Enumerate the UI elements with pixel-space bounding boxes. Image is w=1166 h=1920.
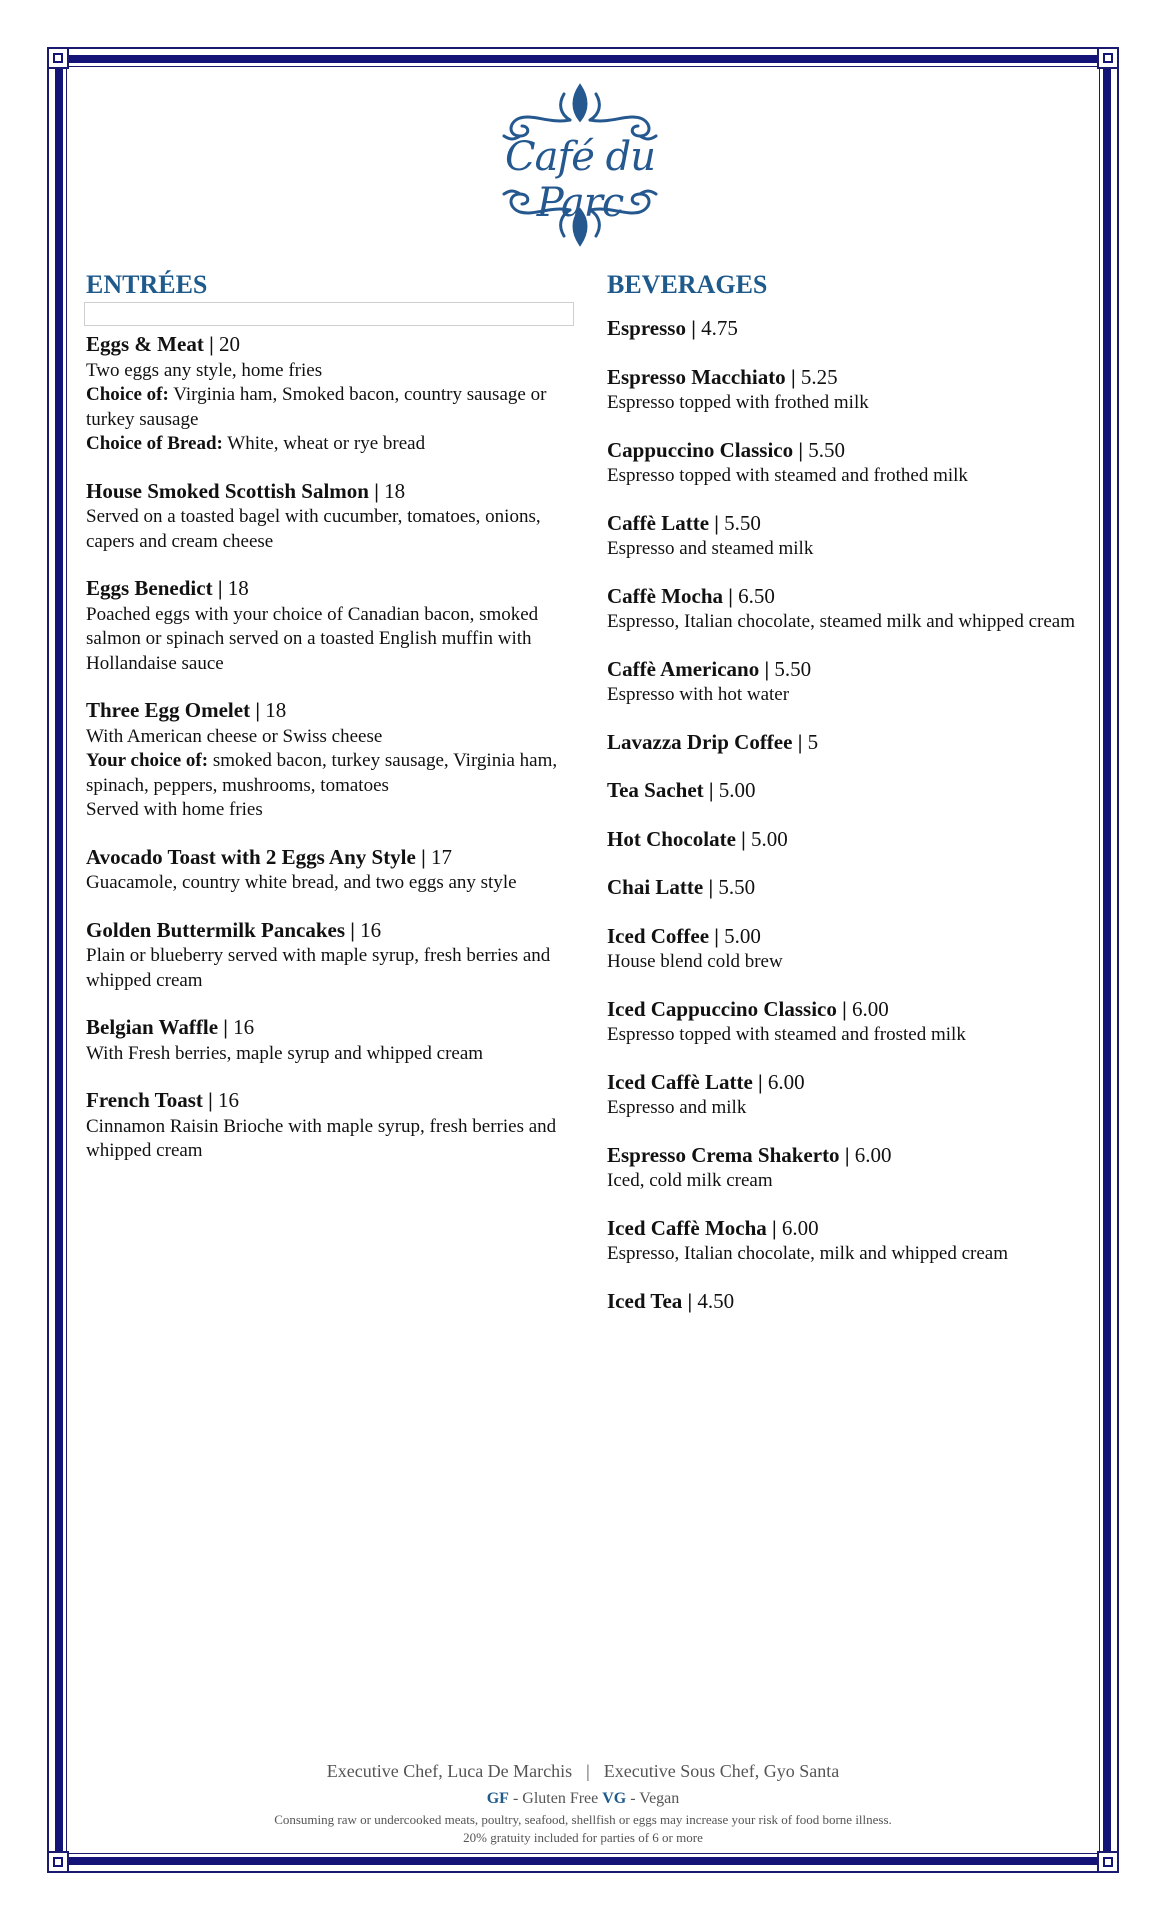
menu-item-price: 6.00 — [781, 1215, 819, 1240]
description-text: White, wheat or rye bread — [222, 433, 426, 454]
menu-item-name: Cappuccino Classico — [607, 437, 794, 462]
price-separator: | — [202, 1088, 219, 1112]
menu-item — [86, 479, 578, 555]
menu-item-description — [86, 1042, 578, 1067]
menu-item-name: Iced Tea — [607, 1288, 683, 1313]
menu-item-description — [86, 383, 578, 432]
menu-item-header — [607, 730, 1077, 757]
menu-item-price: 4.50 — [697, 1288, 735, 1313]
menu-item-name: Chai Latte — [607, 875, 704, 899]
price-separator: | — [368, 478, 385, 503]
dietary-legend — [80, 1790, 1086, 1808]
menu-item-description — [86, 505, 578, 554]
entrees-list — [86, 332, 578, 1164]
menu-item — [607, 1143, 1077, 1194]
menu-item-header — [607, 1216, 1077, 1243]
menu-item-header — [607, 1289, 1077, 1316]
menu-item-name: Iced Caffè Latte — [607, 1069, 753, 1094]
menu-item-name: House Smoked Scottish Salmon — [86, 478, 369, 503]
price-separator: | — [759, 656, 775, 681]
menu-item-header — [607, 875, 1077, 902]
description-text: smoked bacon, turkey sausage, Virginia ham, spinach, peppers, mushrooms, tomatoes — [86, 750, 558, 796]
menu-item-header — [86, 918, 578, 945]
menu-item-name: Espresso Crema Shakerto — [607, 1142, 840, 1167]
description-text: Poached eggs with your choice of Canadian bacon, smoked salmon or spinach served on a toasted English muffin with Hollandaise sauce — [86, 603, 539, 674]
menu-item-description: Espresso with hot water — [607, 684, 790, 705]
menu-item — [86, 576, 578, 676]
vg-text: - Vegan — [626, 1790, 680, 1807]
food-safety-disclaimer: Consuming raw or undercooked meats, poultry, seafood, shellfish or eggs may increase your risk of food borne illness. — [274, 1812, 892, 1827]
beverages-heading: BEVERAGES — [607, 270, 768, 299]
menu-item-header — [607, 438, 1077, 465]
logo-wordmark: Café du Parc — [504, 134, 655, 226]
description-label: Choice of: — [86, 384, 169, 405]
price-separator: | — [685, 316, 702, 340]
menu-item-description: Espresso topped with steamed and frosted milk — [607, 1024, 966, 1045]
menu-item-description — [86, 1115, 578, 1164]
menu-item-description: Espresso topped with frothed milk — [607, 392, 869, 413]
menu-item-price: 18 — [265, 698, 287, 722]
menu-item-name: Caffè Latte — [607, 510, 710, 535]
menu-item-price: 18 — [384, 478, 406, 503]
menu-item-price: 5.50 — [718, 875, 756, 899]
price-separator: | — [723, 583, 739, 608]
price-separator: | — [735, 826, 752, 851]
menu-item-name: Espresso — [607, 316, 686, 340]
price-separator: | — [682, 1288, 698, 1313]
menu-item-price: 6.50 — [738, 583, 775, 608]
menu-item — [607, 778, 1077, 805]
menu-item-price: 4.75 — [701, 316, 738, 340]
menu-item-description — [86, 871, 578, 896]
description-text: Plain or blueberry served with maple syrup, fresh berries and whipped cream — [86, 945, 551, 991]
menu-item-description: Espresso and steamed milk — [607, 538, 814, 559]
menu-item — [607, 1289, 1077, 1316]
menu-item-name: Three Egg Omelet — [86, 698, 251, 722]
description-text: With American cheese or Swiss cheese — [86, 725, 383, 747]
price-separator: | — [703, 875, 719, 899]
corner-ornament-bottom-right — [1097, 1851, 1119, 1873]
menu-item-description: House blend cold brew — [607, 951, 783, 972]
menu-item-name: Lavazza Drip Coffee — [607, 729, 798, 754]
menu-item — [607, 924, 1077, 975]
menu-item — [86, 332, 578, 457]
description-text: Served with home fries — [86, 799, 263, 820]
menu-item-header — [86, 1015, 578, 1042]
entrees-heading: ENTRÉES — [86, 270, 208, 299]
gratuity-note: 20% gratuity included for parties of 6 or more — [463, 1830, 703, 1845]
price-separator: | — [709, 510, 725, 535]
menu-item-header — [607, 657, 1077, 684]
menu-item — [607, 316, 1077, 343]
price-separator: | — [785, 364, 801, 389]
menu-item — [607, 875, 1077, 902]
menu-item — [607, 730, 1077, 757]
price-separator: | — [752, 1069, 768, 1094]
description-label: Choice of Bread: — [86, 433, 223, 454]
menu-item-name: Iced Caffè Mocha — [607, 1215, 767, 1240]
menu-item-description — [86, 603, 578, 677]
description-text: Served on a toasted bagel with cucumber, tomatoes, onions, capers and cream cheese — [86, 506, 541, 552]
description-text: With Fresh berries, maple syrup and whipped cream — [86, 1042, 484, 1064]
menu-item-header — [607, 1070, 1077, 1097]
menu-item-header — [86, 576, 578, 603]
menu-item-name: Golden Buttermilk Pancakes — [86, 917, 346, 942]
menu-item-header — [607, 365, 1077, 392]
menu-item-name: Belgian Waffle — [86, 1015, 219, 1039]
price-separator: | — [250, 698, 266, 722]
menu-item — [607, 511, 1077, 562]
menu-item-name: Iced Cappuccino Classico — [607, 996, 837, 1021]
menu-item-name: Caffè Mocha — [607, 583, 724, 608]
price-separator: | — [793, 437, 809, 462]
corner-ornament-bottom-left — [47, 1851, 69, 1873]
menu-item-price: 5.00 — [751, 826, 788, 851]
menu-item-header — [86, 698, 578, 725]
menu-item-description — [86, 749, 578, 798]
gf-code: GF — [486, 1790, 509, 1807]
chef-credits — [80, 1761, 1086, 1782]
footer-notice — [80, 1811, 1086, 1847]
price-separator: | — [212, 576, 228, 600]
menu-item-name: Avocado Toast with 2 Eggs Any Style — [86, 844, 416, 869]
menu-item-name: Iced Coffee — [607, 923, 710, 948]
menu-item-description: Iced, cold milk cream — [607, 1170, 773, 1191]
menu-item-header — [607, 997, 1077, 1024]
menu-item-price: 5.50 — [808, 437, 845, 462]
menu-item-header — [607, 584, 1077, 611]
price-separator: | — [345, 917, 361, 942]
cafe-logo — [460, 80, 700, 250]
menu-item-name: Eggs Benedict — [86, 576, 213, 600]
menu-item-price: 5.00 — [724, 923, 761, 948]
price-separator: | — [709, 923, 725, 948]
menu-item-description: Espresso and milk — [607, 1097, 747, 1118]
menu-item-description — [86, 725, 578, 750]
menu-item-header — [607, 1143, 1077, 1170]
menu-item — [607, 827, 1077, 854]
menu-item — [607, 365, 1077, 416]
menu-item-header — [607, 924, 1077, 951]
menu-item-price: 6.00 — [851, 996, 889, 1021]
sous-chef: Executive Sous Chef, Gyo Santa — [603, 1761, 840, 1781]
menu-item — [86, 1088, 578, 1164]
price-separator: | — [703, 778, 719, 802]
menu-item-price: 18 — [227, 576, 249, 600]
menu-item-price: 16 — [218, 1088, 240, 1112]
menu-item-name: Caffè Americano — [607, 656, 760, 681]
menu-item-name: Hot Chocolate — [607, 826, 736, 851]
price-separator: | — [415, 844, 431, 869]
description-text: Guacamole, country white bread, and two eggs any style — [86, 872, 517, 893]
menu-item-price: 6.00 — [767, 1069, 805, 1094]
menu-item — [607, 584, 1077, 635]
menu-item-name: Espresso Macchiato — [607, 364, 786, 389]
menu-item-header — [607, 827, 1077, 854]
beverages-section — [607, 268, 1077, 1337]
menu-item — [86, 845, 578, 896]
menu-item-name: Eggs & Meat — [86, 332, 204, 356]
menu-item — [607, 657, 1077, 708]
menu-item-price: 5.50 — [724, 510, 761, 535]
menu-item — [607, 997, 1077, 1048]
corner-ornament-top-right — [1097, 47, 1119, 69]
corner-ornament-top-left — [47, 47, 69, 69]
description-text: Virginia ham, Smoked bacon, country sausage or turkey sausage — [86, 384, 547, 430]
menu-item — [607, 438, 1077, 489]
menu-item-price: 5 — [807, 729, 819, 754]
menu-item-price: 5.00 — [718, 778, 756, 802]
menu-item-price: 20 — [218, 332, 240, 356]
menu-item-description: Espresso topped with steamed and frothed milk — [607, 465, 968, 486]
menu-item-description: Espresso, Italian chocolate, steamed milk and whipped cream — [607, 611, 1075, 632]
menu-item-price: 17 — [430, 844, 452, 869]
menu-item-description — [86, 944, 578, 993]
price-separator: | — [203, 332, 219, 356]
menu-item-price: 5.25 — [800, 364, 838, 389]
gf-text: - Gluten Free — [508, 1790, 603, 1807]
price-separator: | — [766, 1215, 782, 1240]
description-text: Cinnamon Raisin Brioche with maple syrup, fresh berries and whipped cream — [86, 1115, 557, 1161]
menu-item-header — [86, 479, 578, 506]
description-text: Two eggs any style, home fries — [86, 359, 323, 381]
menu-item-header — [607, 511, 1077, 538]
menu-item-header — [607, 778, 1077, 805]
menu-item-description — [86, 798, 578, 823]
menu-item-header — [86, 845, 578, 872]
menu-item-description — [86, 432, 578, 457]
entrees-section — [86, 268, 578, 1186]
price-separator: | — [839, 1142, 855, 1167]
menu-item-price: 6.00 — [854, 1142, 892, 1167]
menu-item-name: French Toast — [86, 1088, 203, 1112]
menu-item-description: Espresso, Italian chocolate, milk and whipped cream — [607, 1243, 1008, 1264]
menu-item-name: Tea Sachet — [607, 778, 704, 802]
menu-item-header — [86, 1088, 578, 1115]
menu-item-price: 16 — [360, 917, 382, 942]
executive-chef: Executive Chef, Luca De Marchis — [326, 1761, 573, 1781]
menu-item-price: 16 — [233, 1015, 255, 1039]
menu-item — [86, 1015, 578, 1066]
menu-item — [86, 918, 578, 994]
menu-item — [86, 698, 578, 823]
menu-item — [607, 1070, 1077, 1121]
menu-item-header — [607, 316, 1077, 343]
heading-rule — [84, 302, 574, 326]
vg-code: VG — [602, 1790, 627, 1807]
menu-item-price: 5.50 — [774, 656, 812, 681]
description-label: Your choice of: — [86, 750, 209, 771]
beverages-list — [607, 316, 1077, 1315]
menu-item-description — [86, 359, 578, 384]
menu-item — [607, 1216, 1077, 1267]
credit-divider: | — [586, 1761, 590, 1781]
price-separator: | — [797, 729, 808, 754]
menu-item-header — [86, 332, 578, 359]
price-separator: | — [836, 996, 852, 1021]
price-separator: | — [218, 1015, 234, 1039]
